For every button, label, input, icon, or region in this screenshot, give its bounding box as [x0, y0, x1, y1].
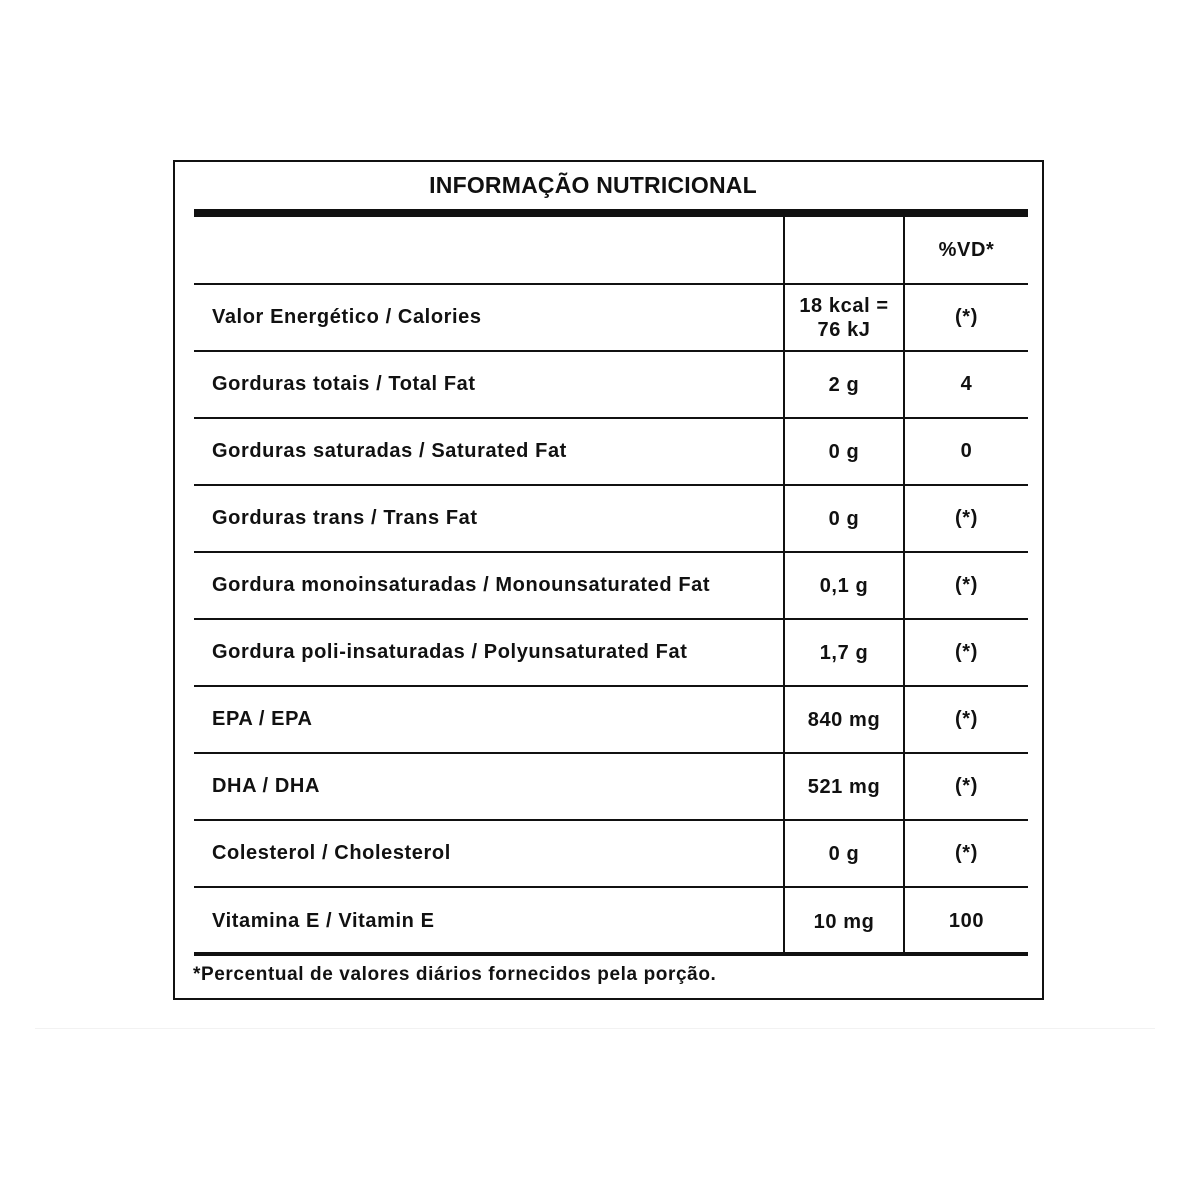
nutrient-daily-value: (*)	[955, 306, 978, 328]
nutrient-name: Gorduras trans / Trans Fat	[212, 507, 478, 529]
nutrient-name: DHA / DHA	[212, 775, 320, 797]
table-row-monounsaturated-fat	[194, 553, 1028, 620]
faint-separator-line	[35, 1028, 1155, 1029]
nutrient-daily-value: (*)	[955, 775, 978, 797]
nutrient-name: Gorduras totais / Total Fat	[212, 373, 476, 395]
nutrient-daily-value: 0	[960, 440, 973, 462]
header-nutrient-cell	[194, 217, 784, 283]
table-row-total-fat	[194, 352, 1028, 419]
nutrient-name: Gordura poli-insaturadas / Polyunsaturated Fat	[212, 641, 688, 663]
nutrient-quantity: 0,1 g	[783, 553, 905, 618]
bottom-thick-divider	[194, 952, 1028, 956]
nutrient-quantity: 521 mg	[783, 754, 905, 819]
nutrient-quantity: 0 g	[783, 821, 905, 886]
nutrient-quantity: 0 g	[783, 419, 905, 484]
nutrient-daily-value: (*)	[955, 574, 978, 596]
top-thick-divider	[194, 209, 1028, 217]
nutrient-quantity: 0 g	[783, 486, 905, 551]
table-row-cholesterol	[194, 821, 1028, 888]
nutrient-quantity: 10 mg	[783, 888, 905, 955]
table-row-polyunsaturated-fat	[194, 620, 1028, 687]
nutrient-name: Gordura monoinsaturadas / Monounsaturated Fat	[212, 574, 711, 596]
quantity-line-kcal: 18 kcal =	[799, 294, 889, 317]
nutrient-daily-value: 100	[948, 910, 985, 932]
nutrient-daily-value: (*)	[955, 842, 978, 864]
nutrient-daily-value: (*)	[955, 708, 978, 730]
nutrient-quantity: 840 mg	[783, 687, 905, 752]
header-quantity-cell	[783, 217, 905, 283]
nutrition-facts-panel	[173, 160, 1044, 1000]
panel-title: INFORMAÇÃO NUTRICIONAL	[429, 172, 757, 198]
nutrient-daily-value: (*)	[955, 641, 978, 663]
nutrient-quantity: 1,7 g	[783, 620, 905, 685]
footnote: *Percentual de valores diários fornecidos pela porção.	[193, 964, 717, 985]
header-daily-value-cell: %VD*	[938, 238, 995, 261]
table-row-dha	[194, 754, 1028, 821]
nutrient-daily-value: 4	[960, 373, 973, 395]
nutrient-name: Gorduras saturadas / Saturated Fat	[212, 440, 567, 462]
nutrient-quantity: 2 g	[783, 352, 905, 417]
nutrition-table	[194, 217, 1028, 955]
nutrient-name: Colesterol / Cholesterol	[212, 842, 451, 864]
table-row-calories	[194, 285, 1028, 352]
quantity-line-kj: 76 kJ	[817, 318, 871, 341]
nutrient-name: Valor Energético / Calories	[212, 306, 482, 328]
nutrient-name: EPA / EPA	[212, 708, 313, 730]
table-row-vitamin-e	[194, 888, 1028, 955]
table-row-trans-fat	[194, 486, 1028, 553]
nutrient-daily-value: (*)	[955, 507, 978, 529]
table-row-epa	[194, 687, 1028, 754]
nutrient-quantity	[783, 285, 905, 350]
nutrient-name: Vitamina E / Vitamin E	[212, 910, 435, 932]
table-row-saturated-fat	[194, 419, 1028, 486]
table-header-row	[194, 217, 1028, 285]
